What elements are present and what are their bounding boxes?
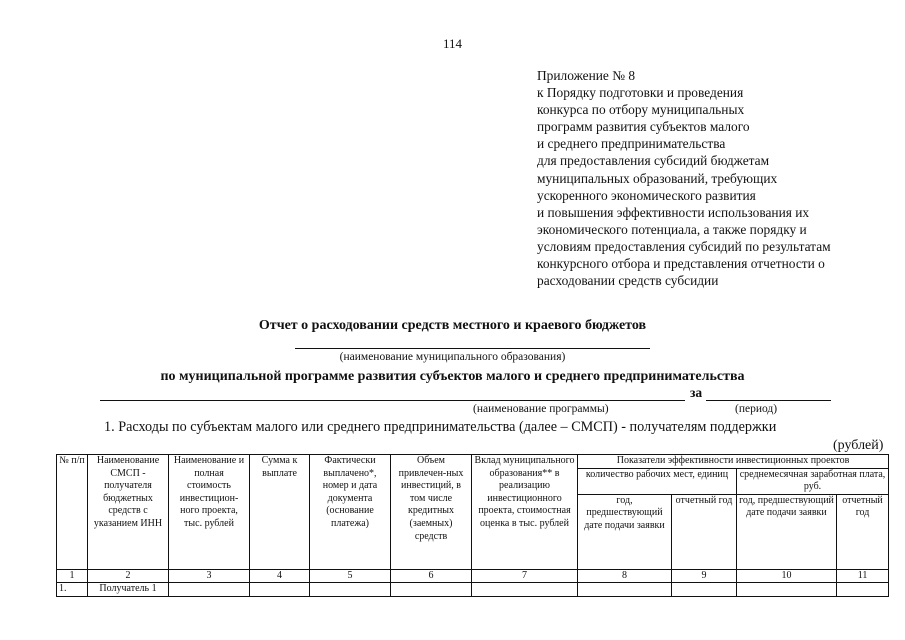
table-cell (250, 583, 310, 597)
header-cell-jobs: количество рабочих мест, единиц (578, 468, 737, 494)
table-row (57, 583, 889, 597)
column-number: 3 (169, 569, 250, 583)
program-blank-line (100, 400, 685, 401)
appendix-line: экономического потенциала, а также порядку и (537, 221, 807, 237)
header-cell-project: Наименование и полная стоимость инвестицион-ного проекта, тыс. рублей (169, 455, 250, 570)
table-cell (578, 583, 672, 597)
column-number: 5 (310, 569, 391, 583)
column-number: 8 (578, 569, 672, 583)
column-number: 6 (391, 569, 472, 583)
column-number: 11 (837, 569, 889, 583)
appendix-line: программ развития субъектов малого (537, 119, 750, 135)
column-number: 4 (250, 569, 310, 583)
header-cell-salary: среднемесячная заработная плата, руб. (737, 468, 889, 494)
page-number: 114 (442, 36, 463, 51)
appendix-block (537, 67, 897, 289)
header-cell-num: № п/п (57, 455, 88, 570)
appendix-line: условиям предоставления субсидий по результатам (537, 238, 831, 254)
program-caption: (наименование программы) (473, 403, 609, 415)
header-cell-salary-prev-year: год, предшествующий дате подачи заявки (737, 494, 837, 569)
column-number: 10 (737, 569, 837, 583)
column-number: 7 (472, 569, 578, 583)
appendix-line: конкурсного отбора и представления отчетности о (537, 256, 825, 272)
table-cell (169, 583, 250, 597)
appendix-line: конкурса по отбору муниципальных (537, 102, 745, 118)
expenses-table (56, 454, 889, 597)
table-cell (737, 583, 837, 597)
table-cell (672, 583, 737, 597)
table-cell (391, 583, 472, 597)
column-number: 9 (672, 569, 737, 583)
period-caption: (период) (735, 403, 778, 415)
appendix-line: расходовании средств субсидии (537, 273, 719, 289)
report-title: Отчет о расходовании средств местного и краевого бюджетов (258, 318, 647, 333)
appendix-line: ускоренного экономического развития (537, 187, 756, 203)
appendix-line: и повышения эффективности использования их (537, 204, 810, 220)
appendix-line: для предоставления субсидий бюджетам (537, 153, 770, 169)
units-label: (рублей) (833, 438, 884, 453)
table-cell (472, 583, 578, 597)
header-cell-paid: Фактически выплачено*, номер и дата документа (основание платежа) (310, 455, 391, 570)
municipality-blank-line (295, 348, 650, 349)
appendix-line: муниципальных образований, требующих (537, 170, 778, 186)
column-number: 1 (57, 569, 88, 583)
header-cell-amount: Сумма к выплате (250, 455, 310, 570)
header-cell-contribution: Вклад муниципального образования** в реализацию инвестиционного проекта, стоимостная оценка в тыс. рублей (472, 455, 578, 570)
header-cell-jobs-report-year: отчетный год (672, 494, 737, 569)
column-number: 2 (88, 569, 169, 583)
row-recipient-name: Получатель 1 (88, 583, 169, 597)
header-cell-jobs-prev-year: год, предшествующий дате подачи заявки (578, 494, 672, 569)
za-label: за (690, 385, 703, 400)
header-cell-recipient: Наименование СМСП - получателя бюджетных средств с указанием ИНН (88, 455, 169, 570)
column-number-row (57, 569, 889, 583)
appendix-line: к Порядку подготовки и проведения (537, 85, 744, 101)
period-blank-line (706, 400, 831, 401)
program-title: по муниципальной программе развития субъектов малого и среднего предпринимательства (160, 369, 745, 384)
header-cell-salary-report-year: отчетный год (837, 494, 889, 569)
header-cell-investments: Объем привлечен-ных инвестиций, в том числе кредитных (заемных) средств (391, 455, 472, 570)
municipality-caption: (наименование муниципального образования) (339, 351, 566, 363)
appendix-line: и среднего предпринимательства (537, 136, 726, 152)
table-cell (310, 583, 391, 597)
appendix-line: Приложение № 8 (537, 68, 636, 83)
table-cell (837, 583, 889, 597)
header-cell-efficiency: Показатели эффективности инвестиционных проектов (578, 455, 889, 469)
section-heading: 1. Расходы по субъектам малого или среднего предпринимательства (далее – СМСП) - получателям поддержки (104, 419, 777, 435)
row-number: 1. (57, 583, 88, 597)
